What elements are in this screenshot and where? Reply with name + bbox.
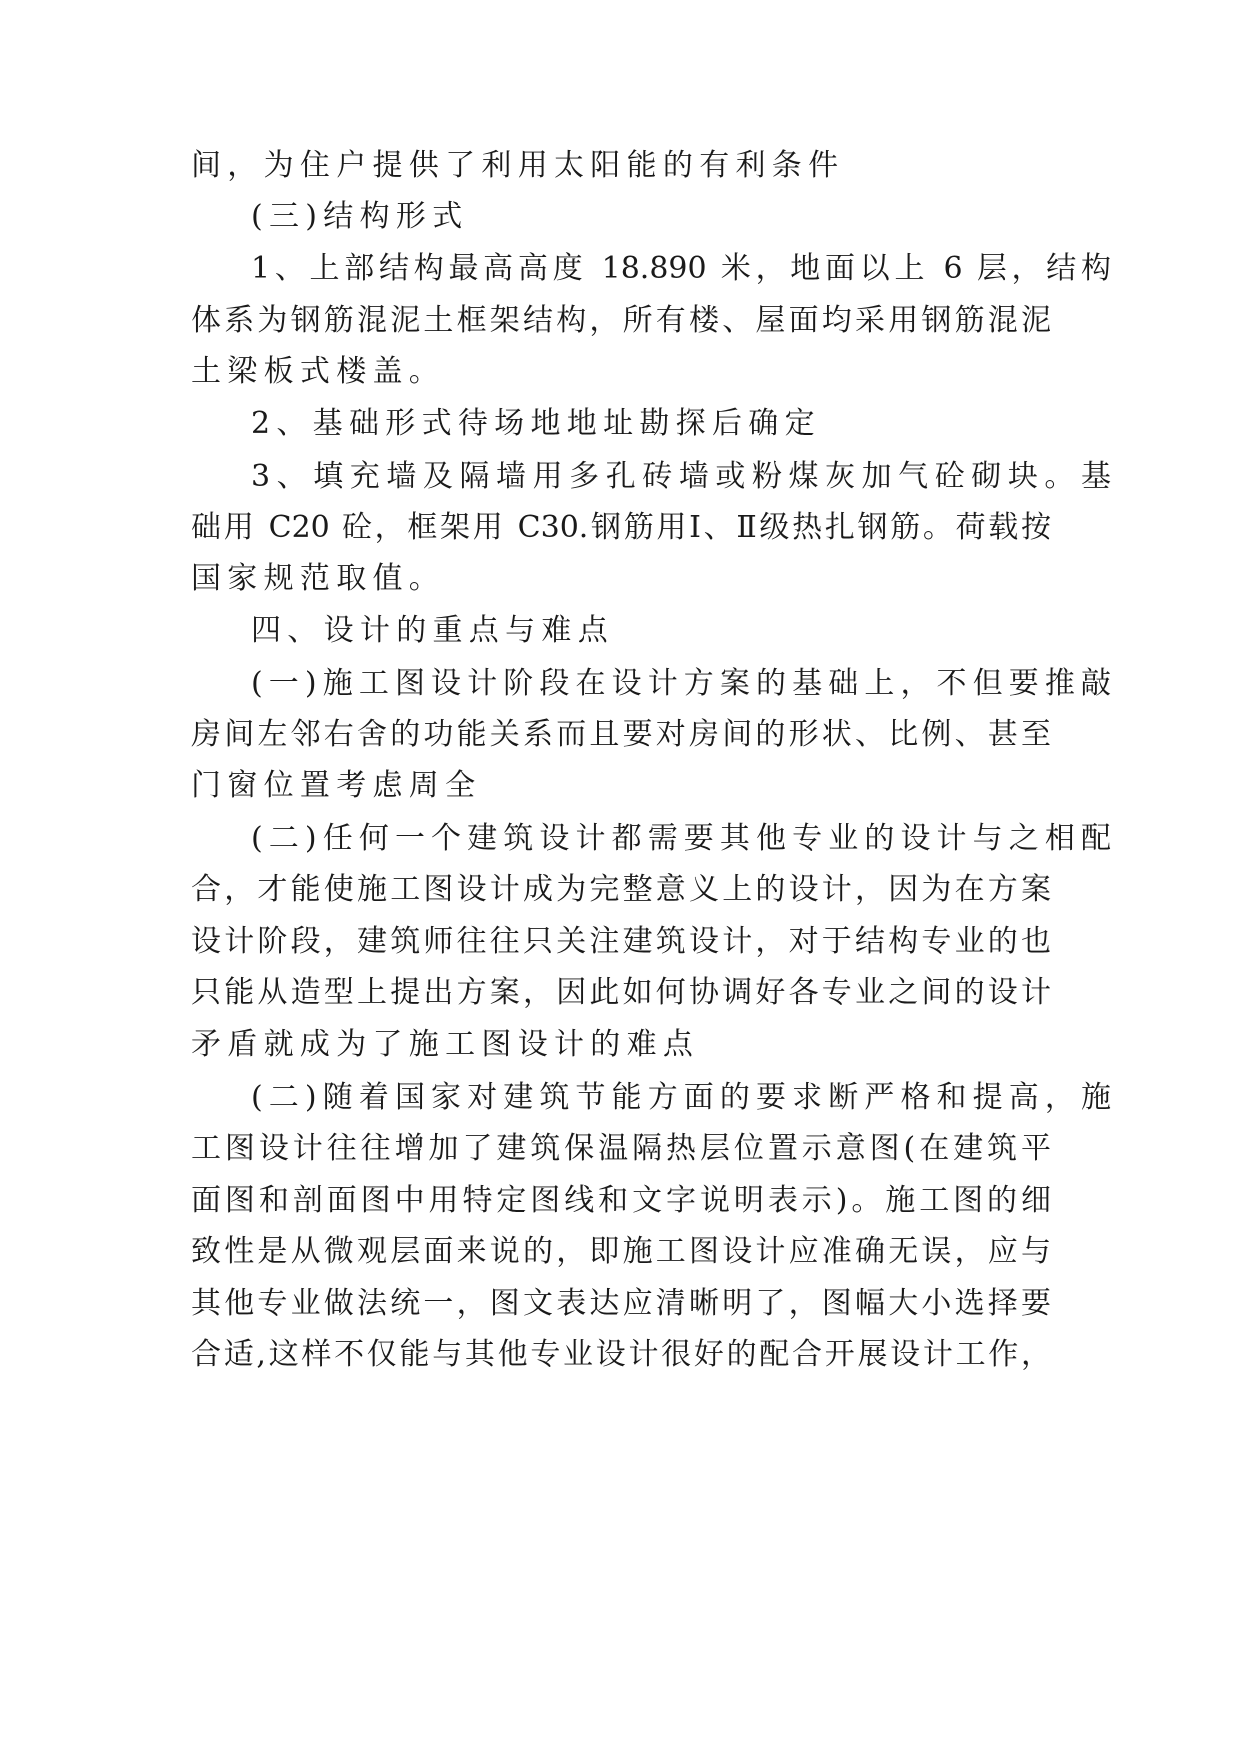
text-line: 3、填充墙及隔墙用多孔砖墙或粉煤灰加气砼砌块。基 xyxy=(251,459,1111,494)
text-line: 国家规范取值。 xyxy=(191,561,446,596)
text-line: 只能从造型上提出方案，因此如何协调好各专业之间的设计 xyxy=(191,975,1051,1010)
text-line: (二)任何一个建筑设计都需要其他专业的设计与之相配 xyxy=(251,821,1111,856)
section-heading: (三)结构形式 xyxy=(251,199,469,234)
text-line: 致性是从微观层面来说的，即施工图设计应准确无误，应与 xyxy=(191,1234,1051,1269)
text-line: 础用 C20 砼，框架用 C30.钢筋用Ⅰ、Ⅱ级热扎钢筋。荷载按 xyxy=(191,510,1051,545)
text-line: 合适,这样不仅能与其他专业设计很好的配合开展设计工作， xyxy=(191,1337,1051,1372)
text-line: 其他专业做法统一，图文表达应清晰明了，图幅大小选择要 xyxy=(191,1286,1051,1321)
text-line: 面图和剖面图中用特定图线和文字说明表示)。施工图的细 xyxy=(191,1183,1051,1218)
text-line: 2、基础形式待场地地址勘探后确定 xyxy=(251,406,821,441)
text-line: 间，为住户提供了利用太阳能的有利条件 xyxy=(191,148,845,183)
text-line: 房间左邻右舍的功能关系而且要对房间的形状、比例、甚至 xyxy=(191,717,1051,752)
section-heading: 四、设计的重点与难点 xyxy=(251,613,614,648)
text-line: 设计阶段，建筑师往往只关注建筑设计，对于结构专业的也 xyxy=(191,924,1051,959)
text-line: 1、上部结构最高高度 18.890 米，地面以上 6 层，结构 xyxy=(251,251,1111,286)
text-line: 土梁板式楼盖。 xyxy=(191,354,446,389)
text-line: 合，才能使施工图设计成为完整意义上的设计，因为在方案 xyxy=(191,872,1051,907)
text-line: (二)随着国家对建筑节能方面的要求断严格和提高，施 xyxy=(251,1080,1111,1115)
text-line: 门窗位置考虑周全 xyxy=(191,768,482,803)
text-line: 矛盾就成为了施工图设计的难点 xyxy=(191,1027,700,1062)
text-line: (一)施工图设计阶段在设计方案的基础上，不但要推敲 xyxy=(251,666,1111,701)
text-line: 体系为钢筋混泥土框架结构，所有楼、屋面均采用钢筋混泥 xyxy=(191,303,1051,338)
text-line: 工图设计往往增加了建筑保温隔热层位置示意图(在建筑平 xyxy=(191,1131,1051,1166)
